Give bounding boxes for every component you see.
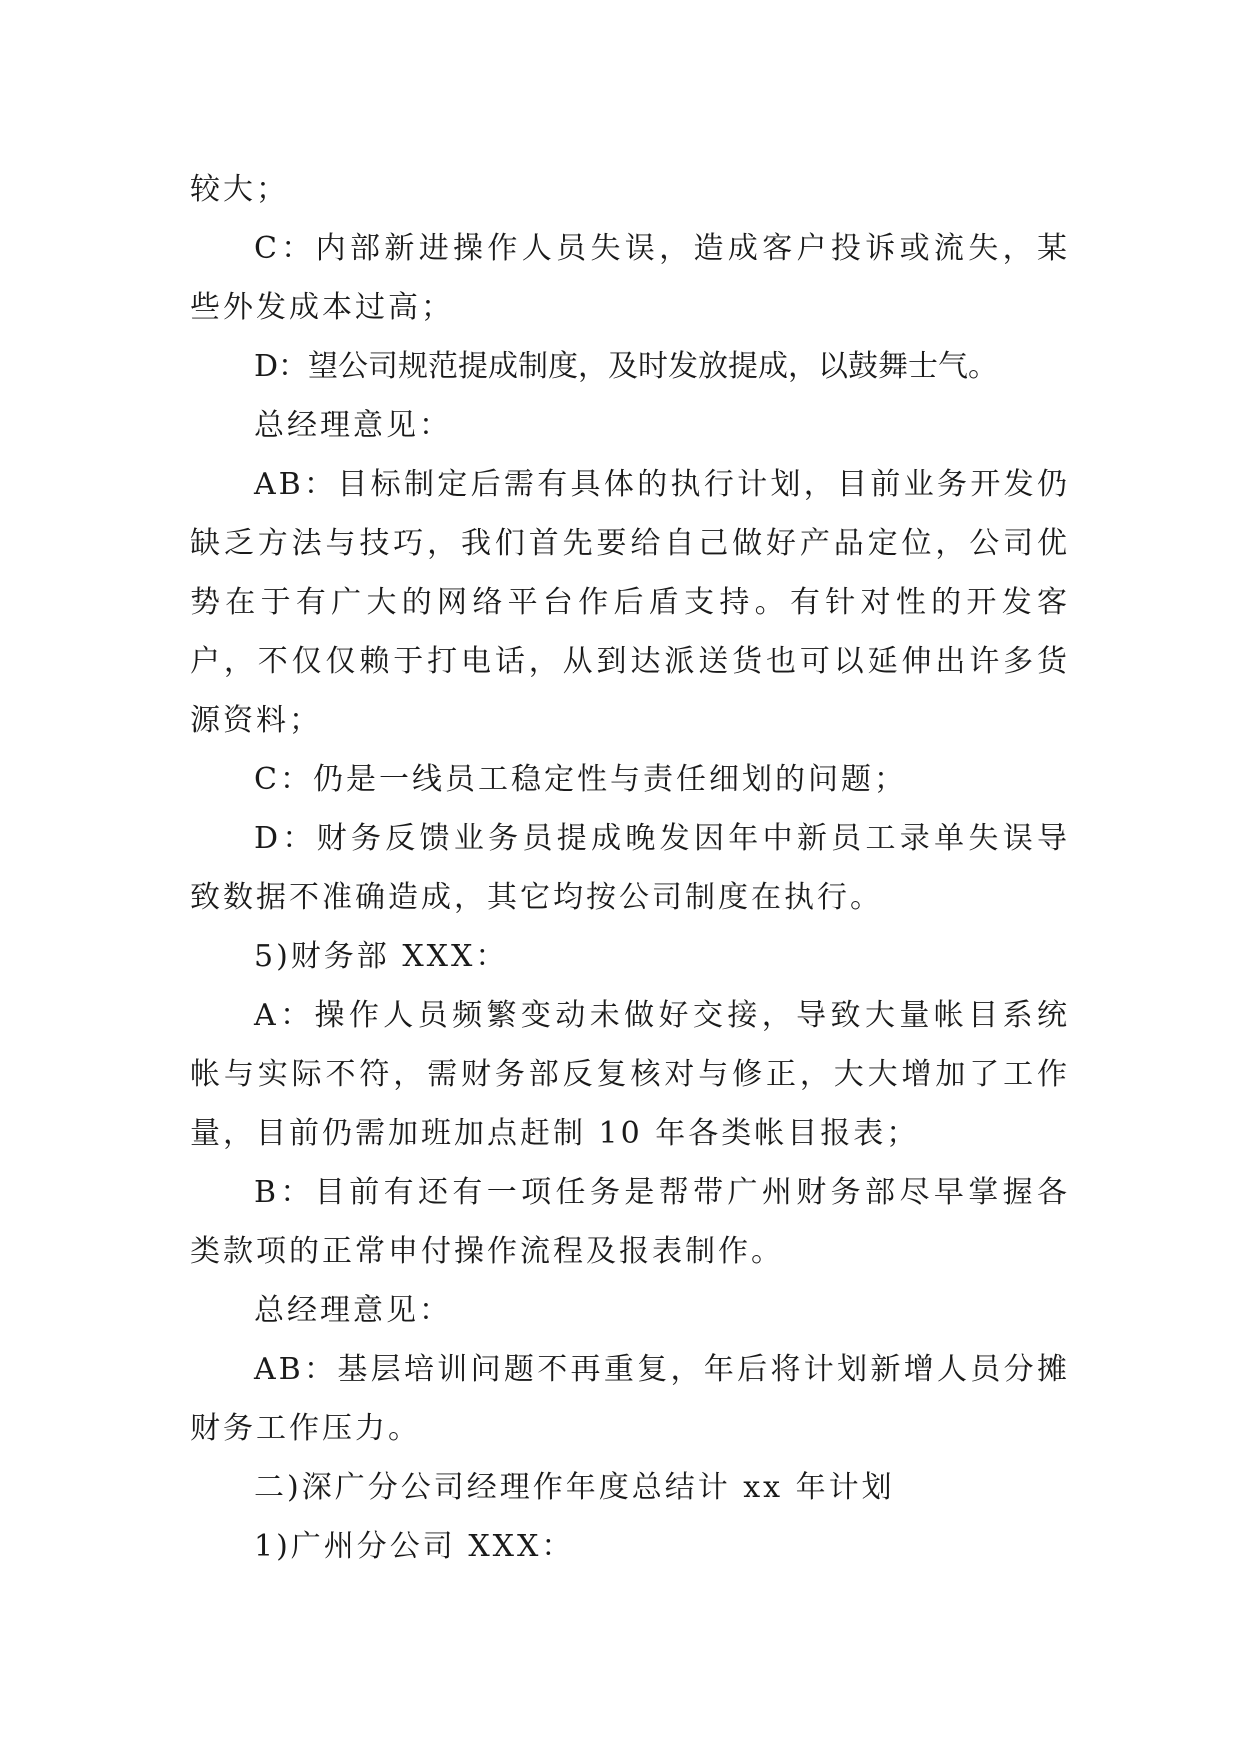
section-heading-branch-summary: 二)深广分公司经理作年度总结计 xx 年计划 xyxy=(254,1470,895,1505)
paragraph-gm-c: C：仍是一线员工稳定性与责任细划的问题； xyxy=(254,762,907,797)
paragraph-finance-a: A：操作人员频繁变动未做好交接，导致大量帐目系统帐与实际不符，需财务部反复核对与修正，大大增加了工作量，目前仍需加班加点赶制 10 年各类帐目报表； xyxy=(190,998,1070,1151)
paragraph-item-d: D：望公司规范提成制度，及时发放提成，以鼓舞士气。 xyxy=(254,349,999,384)
paragraph-gm-opinion-heading-2: 总经理意见： xyxy=(254,1293,452,1328)
paragraph-gm-d: D：财务反馈业务员提成晚发因年中新员工录单失误导致数据不准确造成，其它均按公司制度在执行。 xyxy=(190,821,1070,915)
paragraph-continuation: 较大； xyxy=(190,172,289,207)
paragraph-item-c: C：内部新进操作人员失误，造成客户投诉或流失，某些外发成本过高； xyxy=(190,231,1070,325)
section-heading-guangzhou: 1)广州分公司 XXX： xyxy=(254,1529,575,1564)
document-body xyxy=(190,160,1070,1576)
paragraph-finance-b: B：目前有还有一项任务是帮带广州财务部尽早掌握各类款项的正常申付操作流程及报表制作。 xyxy=(190,1175,1070,1269)
paragraph-gm-opinion-heading: 总经理意见： xyxy=(254,408,452,443)
paragraph-gm-ab: AB：目标制定后需有具体的执行计划，目前业务开发仍缺乏方法与技巧，我们首先要给自己做好产品定位，公司优势在于有广大的网络平台作后盾支持。有针对性的开发客户，不仅仅赖于打电话，从到达派送货也可以延伸出许多货源资料； xyxy=(190,467,1070,738)
section-heading-finance: 5)财务部 XXX： xyxy=(254,939,509,974)
paragraph-gm-ab-2: AB：基层培训问题不再重复，年后将计划新增人员分摊财务工作压力。 xyxy=(190,1352,1070,1446)
